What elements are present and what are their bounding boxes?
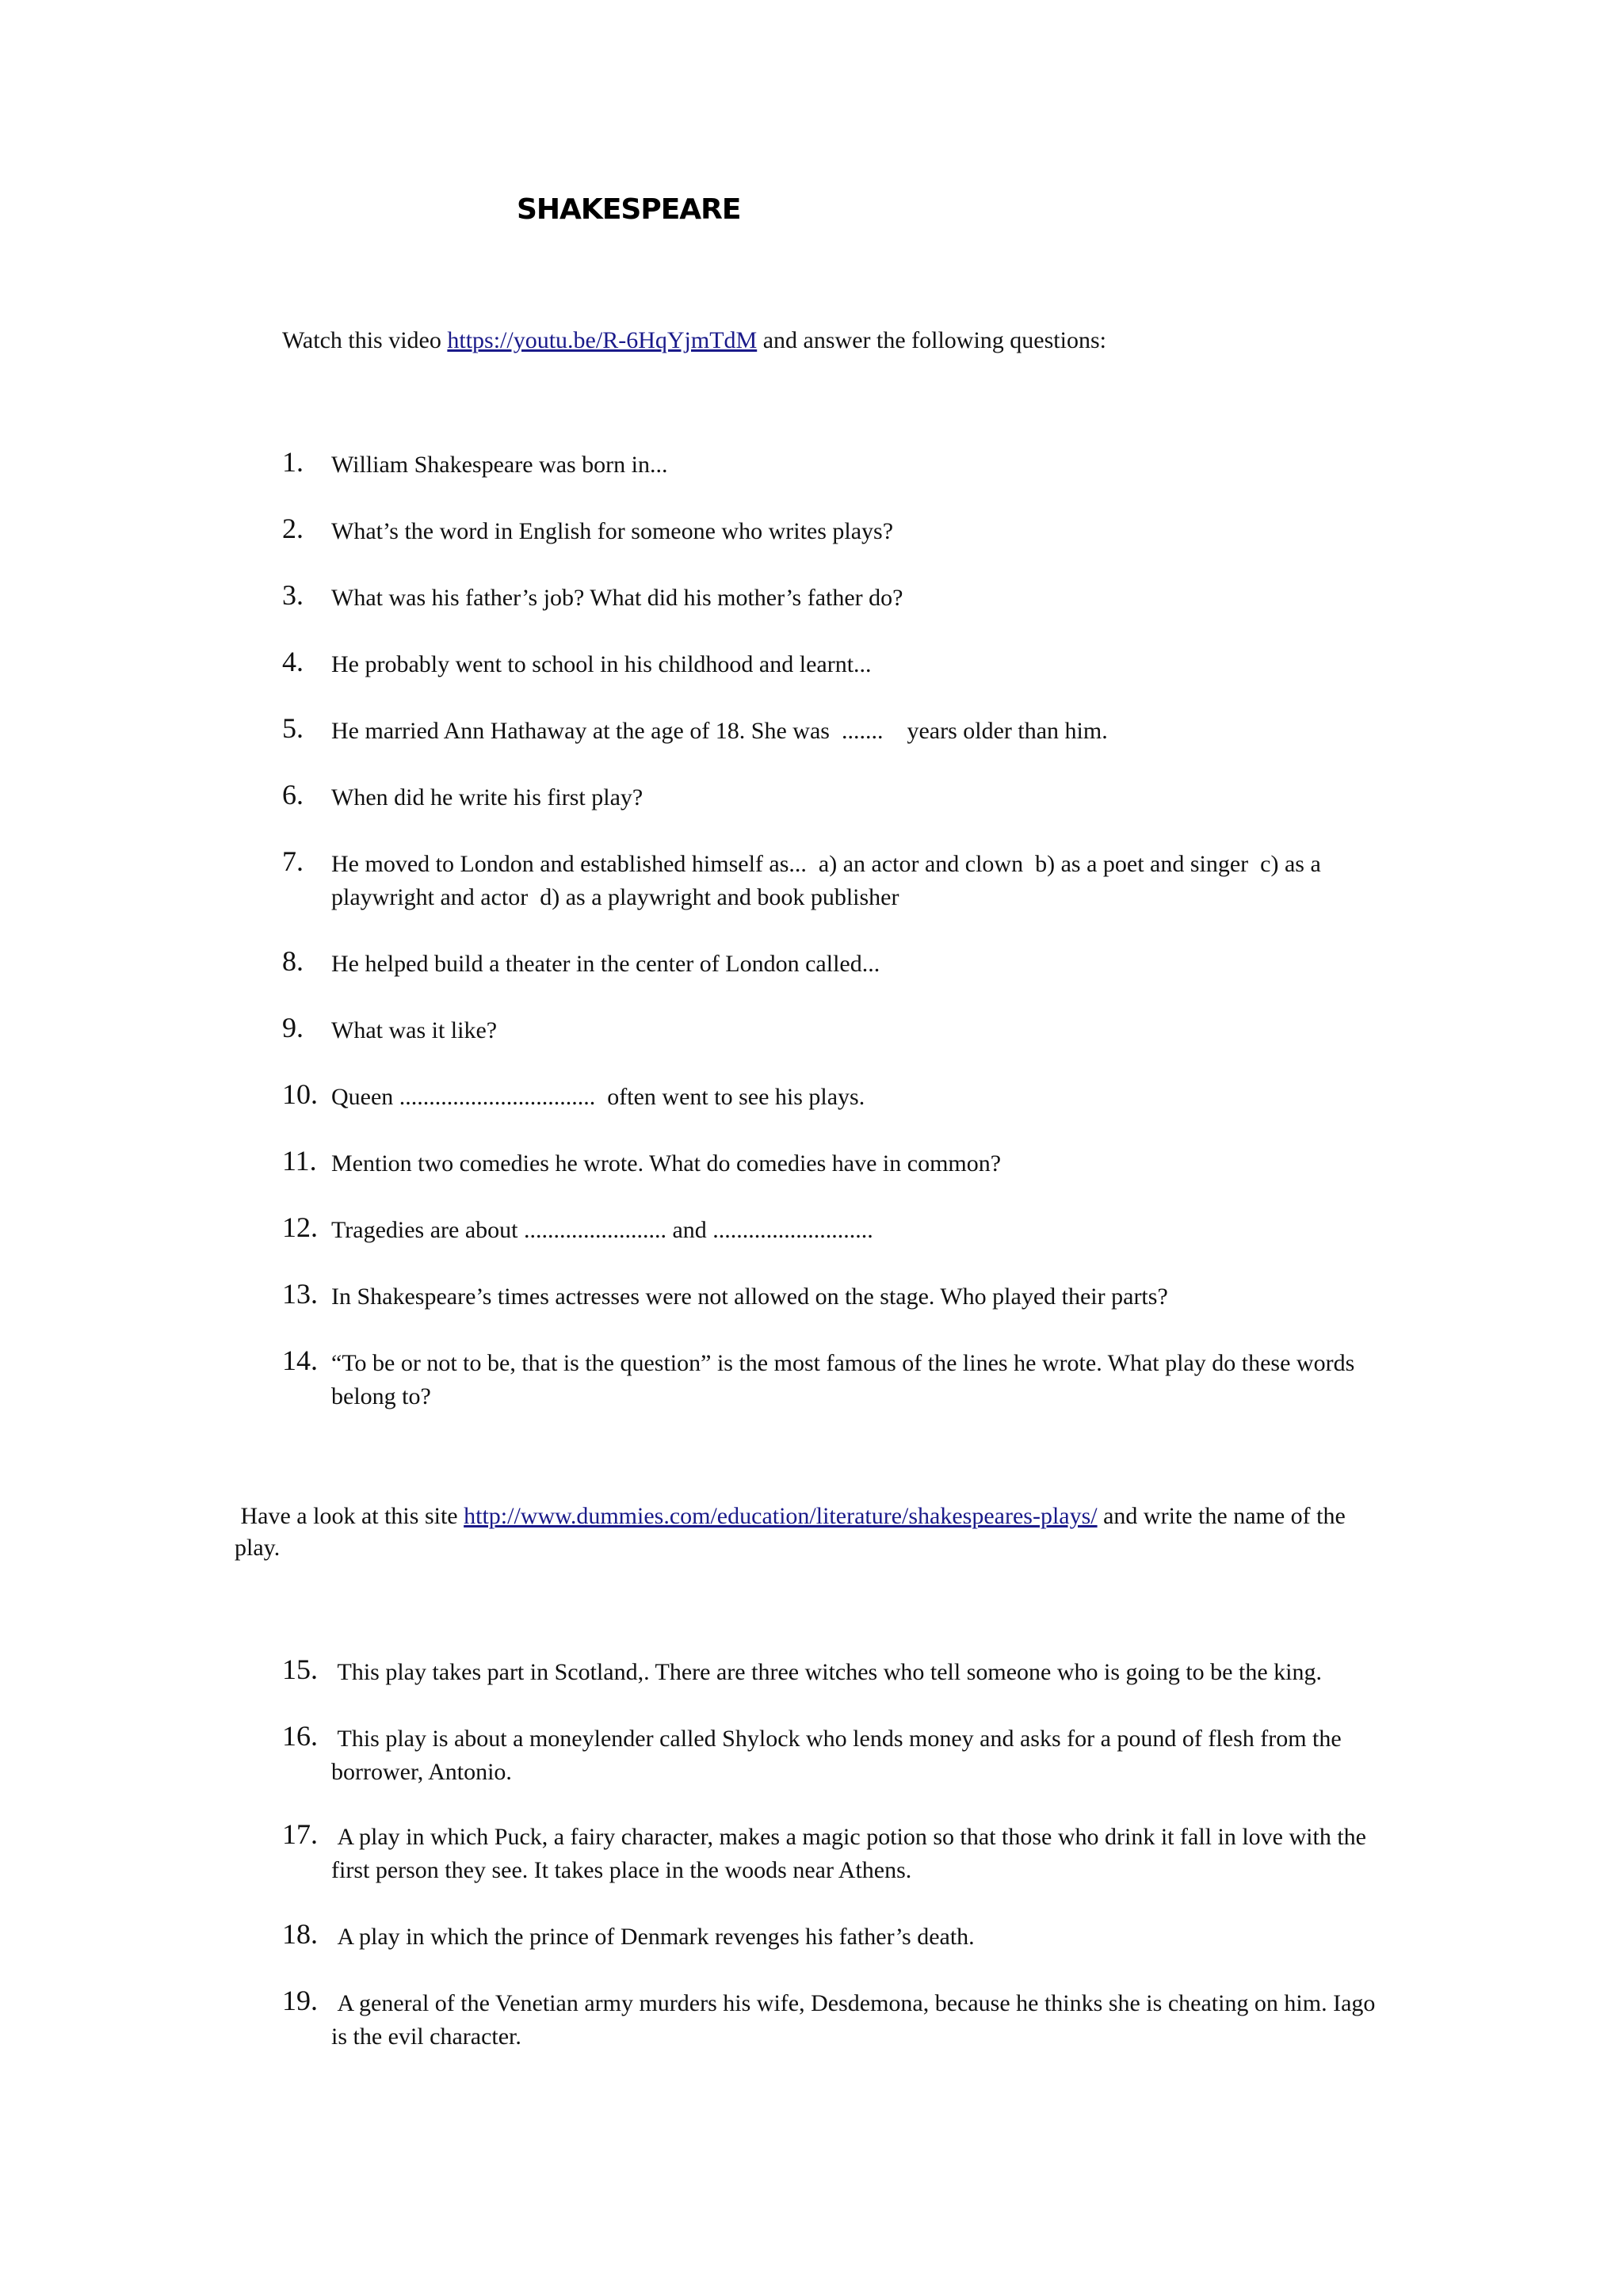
question-item (282, 712, 1392, 748)
question-text: Mention two comedies he wrote. What do comedies have in common? (331, 1150, 1002, 1177)
question-number: 2. (282, 513, 304, 544)
question-item (282, 945, 1392, 981)
site-instruction-text-end: and write the name of the play. (235, 1503, 1346, 1561)
question-item (282, 1818, 1392, 1887)
question-number: 3. (282, 579, 304, 611)
question-number: 7. (282, 845, 304, 877)
question-text: This play takes part in Scotland,. There are three witches who tell someone who is going to be the king. (331, 1659, 1322, 1685)
question-item (282, 579, 1392, 615)
question-text: He helped build a theater in the center of London called... (331, 951, 880, 977)
question-text: When did he write his first play? (331, 784, 643, 810)
video-instruction (282, 325, 1471, 357)
question-number: 6. (282, 779, 304, 810)
question-text: This play is about a moneylender called Shylock who lends money and asks for a pound of flesh from the borrower, Antonio. (331, 1726, 1348, 1785)
question-item (282, 1147, 1392, 1180)
question-item (282, 1920, 1392, 1954)
question-text: What’s the word in English for someone who writes plays? (331, 518, 894, 544)
question-number: 19. (282, 1985, 318, 2016)
question-text: A play in which the prince of Denmark revenges his father’s death. (331, 1924, 975, 1950)
question-text: He probably went to school in his childhood and learnt... (331, 651, 872, 677)
question-number: 4. (282, 646, 304, 677)
site-link[interactable]: http://www.dummies.com/education/literature/shakespeares-plays/ (464, 1503, 1098, 1529)
question-item (282, 845, 1392, 914)
page-title: SHAKESPEARE (517, 193, 741, 226)
question-item (282, 1280, 1392, 1314)
question-number: 15. (282, 1653, 318, 1685)
question-text: Tragedies are about ........................ and ........................... (331, 1217, 873, 1243)
question-number: 9. (282, 1012, 304, 1043)
question-text: What was his father’s job? What did his mother’s father do? (331, 585, 903, 611)
question-item (282, 1722, 1392, 1789)
question-item (282, 781, 1392, 814)
question-item (282, 648, 1392, 681)
question-number: 13. (282, 1278, 318, 1310)
question-number: 10. (282, 1078, 318, 1110)
question-item (282, 1987, 1392, 2054)
question-item (282, 515, 1392, 548)
question-text: What was it like? (331, 1017, 498, 1043)
question-number: 1. (282, 446, 304, 478)
video-instruction-text-end: and answer the following questions: (757, 327, 1106, 353)
question-number: 17. (282, 1818, 318, 1850)
question-number: 12. (282, 1211, 318, 1243)
video-link[interactable]: https://youtu.be/R-6HqYjmTdM (447, 327, 758, 353)
question-number: 11. (282, 1145, 317, 1177)
question-text: Queen ................................. often went to see his plays. (331, 1084, 865, 1110)
question-text: “To be or not to be, that is the question” is the most famous of the lines he wrote. What play do these words belong to? (331, 1350, 1355, 1409)
question-item (282, 1078, 1392, 1114)
question-text: In Shakespeare’s times actresses were not allowed on the stage. Who played their parts? (331, 1283, 1168, 1310)
question-text: He married Ann Hathaway at the age of 18. She was ....... years older than him. (331, 718, 1108, 744)
question-number: 8. (282, 945, 304, 977)
question-text: A general of the Venetian army murders his wife, Desdemona, because he thinks she is cheating on him. Iago is the evil character. (331, 1990, 1381, 2050)
question-item (282, 1211, 1392, 1247)
site-instruction (235, 1501, 1392, 1564)
question-number: 16. (282, 1720, 318, 1752)
question-item (282, 448, 1392, 482)
question-text: William Shakespeare was born in... (331, 452, 668, 478)
question-text: He moved to London and established himself as... a) an actor and clown b) as a poet and singer c) as a playwright and actor d) as a playwright and book publisher (331, 851, 1327, 910)
question-text: A play in which Puck, a fairy character, makes a magic potion so that those who drink it fall in love with the first person they see. It takes place in the woods near Athens. (331, 1824, 1373, 1883)
question-number: 5. (282, 712, 304, 744)
site-instruction-text: Have a look at this site (235, 1503, 464, 1529)
question-number: 14. (282, 1344, 318, 1376)
question-number: 18. (282, 1918, 318, 1950)
video-instruction-text: Watch this video (282, 327, 448, 353)
question-item (282, 1653, 1392, 1689)
question-item (282, 1014, 1392, 1047)
question-item (282, 1344, 1392, 1413)
